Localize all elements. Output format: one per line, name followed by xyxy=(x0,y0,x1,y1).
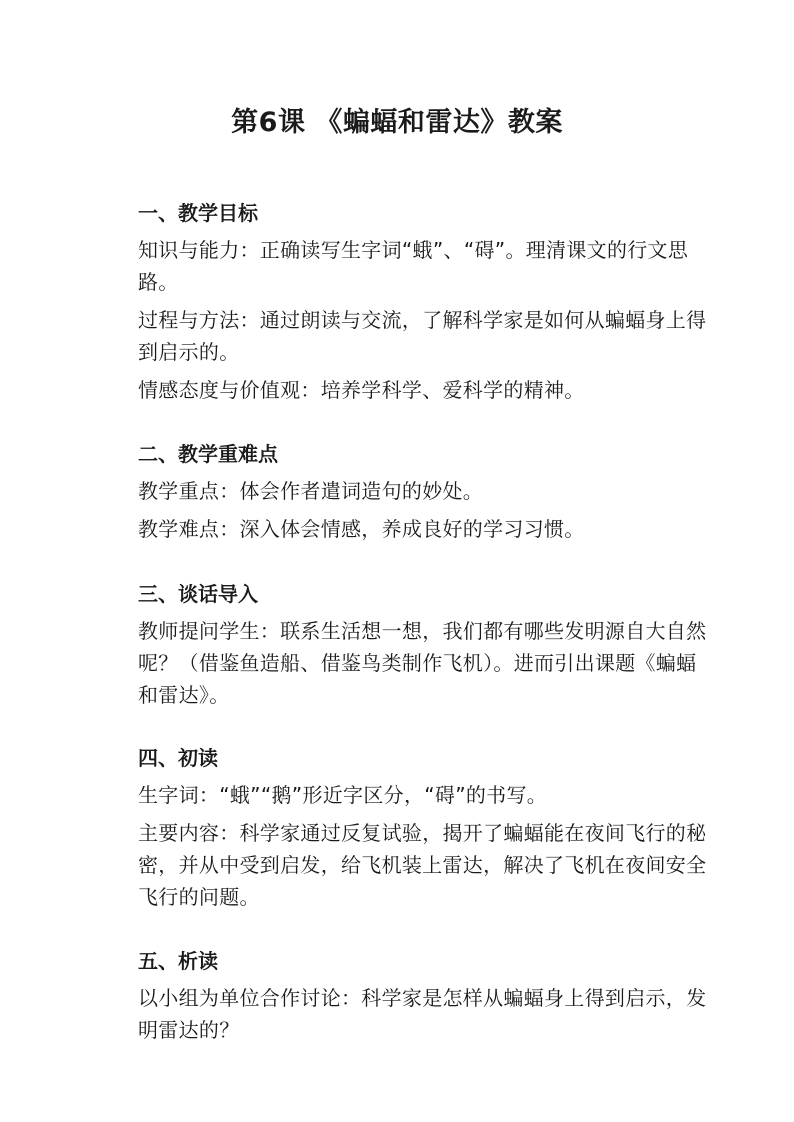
paragraph: 教学难点：深入体会情感，养成良好的学习习惯。 xyxy=(138,517,585,541)
paragraph: 教师提问学生：联系生活想一想，我们都有哪些发明源自大自然呢？（借鉴鱼造船、借鉴鸟类制作飞机）。进而引出课题《蝙蝠和雷达》。 xyxy=(138,619,707,707)
section-introduction xyxy=(138,579,708,711)
section-heading: 五、析读 xyxy=(138,949,218,973)
section-teaching-goals xyxy=(138,198,708,406)
section-heading: 三、谈话导入 xyxy=(138,582,258,606)
paragraph: 生字词：“蛾”“鹅”形近字区分，“碍”的书写。 xyxy=(138,783,548,807)
section-analysis-reading xyxy=(138,946,708,1046)
page-title: 第6课 《蝙蝠和雷达》教案 xyxy=(231,107,563,138)
paragraph: 过程与方法：通过朗读与交流，了解科学家是如何从蝙蝠身上得到启示的。 xyxy=(138,308,707,364)
section-heading: 二、教学重难点 xyxy=(138,442,278,466)
section-heading: 一、教学目标 xyxy=(138,201,258,225)
paragraph: 主要内容：科学家通过反复试验，揭开了蝙蝠能在夜间飞行的秘密，并从中受到启发，给飞机装上雷达，解决了飞机在夜间安全飞行的问题。 xyxy=(138,821,707,909)
paragraph: 情感态度与价值观：培养学科学、爱科学的精神。 xyxy=(138,378,585,402)
paragraph: 知识与能力：正确读写生字词“蛾”、“碍”。理清课文的行文思路。 xyxy=(138,238,689,294)
section-heading: 四、初读 xyxy=(138,746,218,770)
paragraph: 教学重点：体会作者遣词造句的妙处。 xyxy=(138,479,484,503)
section-first-reading xyxy=(138,743,708,913)
paragraph: 以小组为单位合作讨论：科学家是怎样从蝙蝠身上得到启示，发明雷达的？ xyxy=(138,986,707,1042)
section-key-points xyxy=(138,439,708,545)
